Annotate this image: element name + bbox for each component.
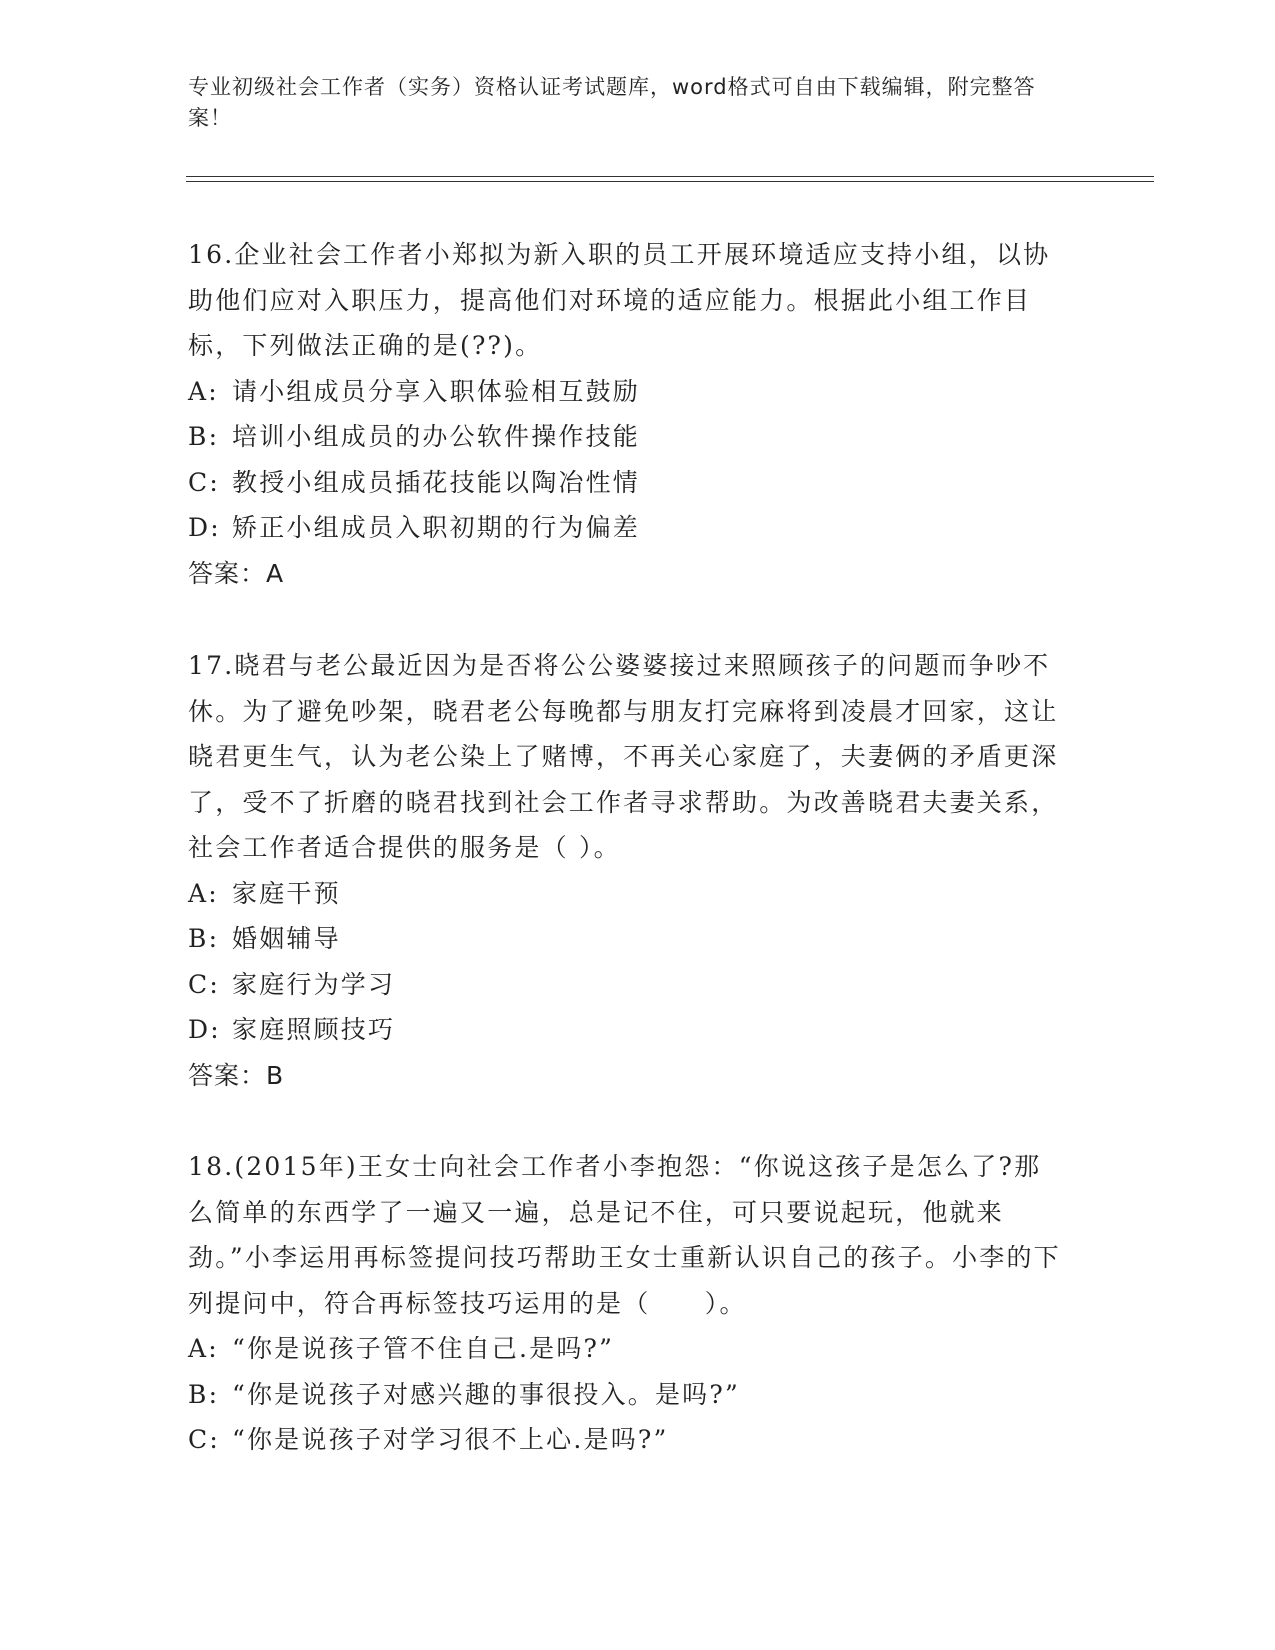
option-text: 教授小组成员插花技能以陶冶性情 [232,467,641,497]
option-letter: D: [188,513,221,542]
option-letter: B: [188,422,220,451]
option-text: 培训小组成员的办公软件操作技能 [232,422,641,451]
answer-label: 答案： [188,558,267,588]
option-text: 婚姻辅导 [232,924,341,953]
question-16 [188,232,1068,596]
option-d [188,1007,1068,1053]
option-b [188,1372,1068,1418]
option-c [188,962,1068,1008]
option-c [188,1417,1068,1463]
option-d [188,505,1068,551]
option-letter: C: [188,467,220,497]
option-text: 矫正小组成员入职初期的行为偏差 [232,513,641,542]
answer-line [188,1053,1068,1099]
question-text: 18.(2015年)王女士向社会工作者小李抱怨：“你说这孩子是怎么了?那么简单的东西学了一遍又一遍，总是记不住，可只要说起玩，他就来劲。”小李运用再标签提问技巧帮助王女士重新认识自己的孩子。小李的下列提问中，符合再标签技巧运用的是（ ）。 [188,1152,1061,1318]
answer-value: A [266,558,285,588]
option-text: “你是说孩子管不住自己.是吗?” [232,1334,615,1363]
document-header [188,72,1068,134]
option-a [188,871,1068,917]
option-b [188,414,1068,460]
question-text: 17.晓君与老公最近因为是否将公公婆婆接过来照顾孩子的问题而争吵不休。为了避免吵架，晓君老公每晚都与朋友打完麻将到凌晨才回家，这让晓君更生气，认为老公染上了赌博，不再关心家庭了，夫妻俩的矛盾更深了，受不了折磨的晓君找到社会工作者寻求帮助。为改善晓君夫妻关系，社会工作者适合提供的服务是（ ）。 [188,651,1059,862]
answer-value: B [266,1060,285,1090]
option-a [188,1326,1068,1372]
answer-label: 答案： [188,1060,267,1090]
option-text: 家庭行为学习 [232,969,396,999]
option-text: 家庭照顾技巧 [232,1015,396,1044]
option-text: 家庭干预 [232,878,341,908]
option-a [188,369,1068,415]
option-letter: B: [188,1379,220,1409]
option-letter: B: [188,924,220,953]
option-letter: A: [188,878,219,908]
header-text: 专业初级社会工作者（实务）资格认证考试题库，word格式可自由下载编辑，附完整答案！ [188,75,1036,130]
option-text: 请小组成员分享入职体验相互鼓励 [232,376,641,406]
option-c [188,460,1068,506]
option-letter: D: [188,1015,221,1044]
option-letter: A: [188,376,219,406]
question-text: 16.企业社会工作者小郑拟为新入职的员工开展环境适应支持小组，以协助他们应对入职压力，提高他们对环境的适应能力。根据此小组工作目标，下列做法正确的是(??)。 [188,240,1051,360]
option-letter: C: [188,1425,220,1454]
option-b [188,916,1068,962]
answer-line [188,551,1068,597]
option-letter: A: [188,1334,219,1363]
question-17 [188,643,1068,1098]
option-text: “你是说孩子对感兴趣的事很投入。是吗?” [232,1379,740,1409]
option-text: “你是说孩子对学习很不上心.是吗?” [232,1425,669,1454]
question-18 [188,1144,1068,1463]
option-letter: C: [188,969,220,999]
header-divider-bottom [186,181,1154,182]
header-divider-top [186,176,1154,177]
